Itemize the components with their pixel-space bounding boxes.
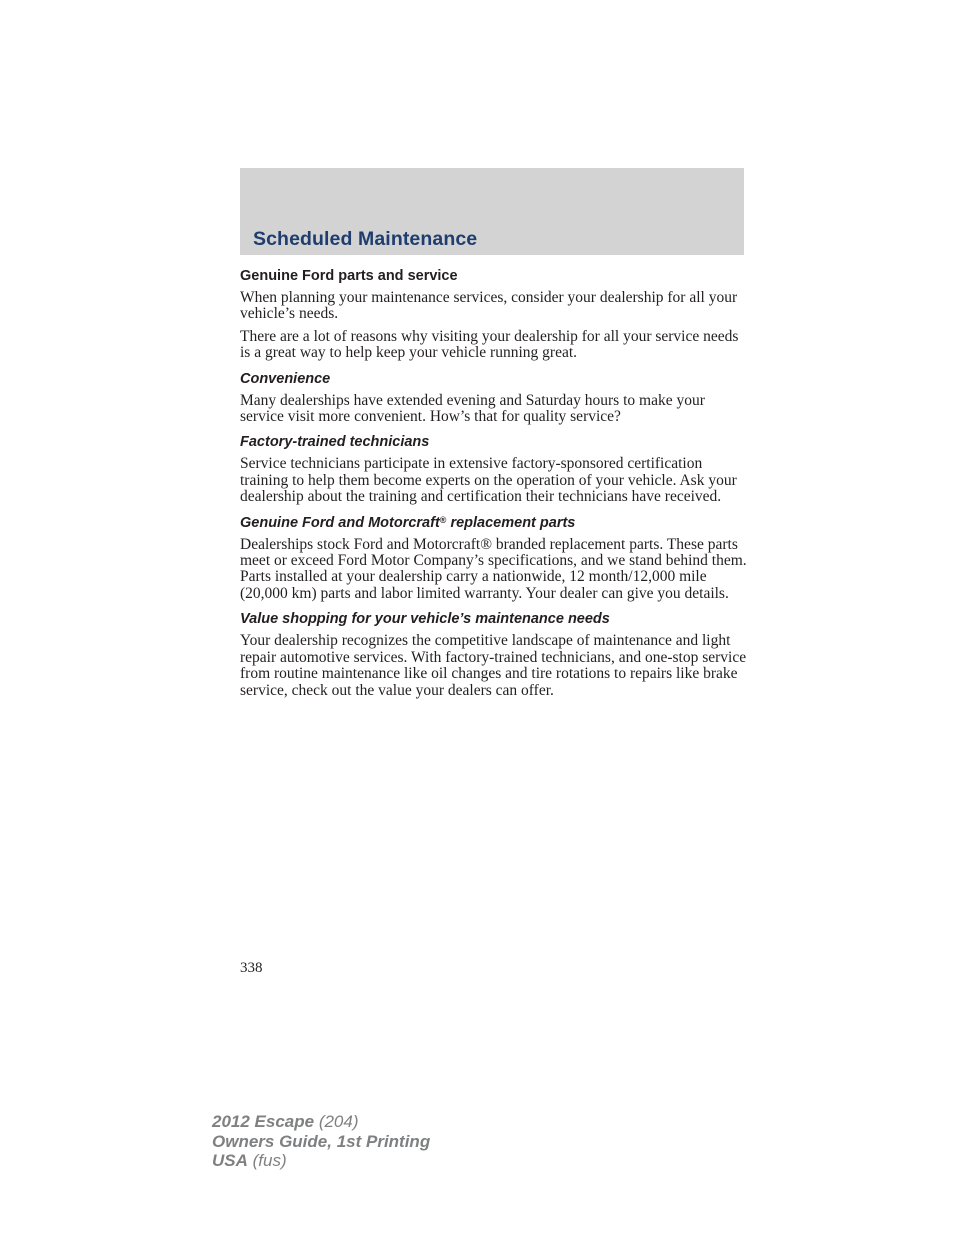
page-number: 338 [240,960,263,976]
footer-market: USA [212,1151,248,1170]
footer-line [212,1132,430,1152]
heading-part: Genuine Ford and Motorcraft [240,514,440,531]
footer-model: 2012 Escape [212,1112,315,1131]
heading-genuine-ford-parts: Genuine Ford parts and service [240,268,458,284]
paragraph: Dealerships stock Ford and Motorcraft® branded replacement parts. These parts meet or exceed Ford Motor Company’s specifications, and we stand behind them. Parts installed at your dealership carry a nationwide, 12 month/12,000 mile (20,000 km) parts and labor limited warranty. Your dealer can give you details. [240,535,747,602]
footer-guide-edition: Owners Guide, 1st Printing [212,1131,431,1151]
paragraph: There are a lot of reasons why visiting your dealership for all your service needs is a great way to help keep your vehicle running great. [240,327,739,362]
footer-market-code: (fus) [247,1151,287,1170]
heading-part: replacement parts [446,514,576,531]
heading-value-shopping: Value shopping for your vehicle’s maintenance needs [240,611,610,628]
paragraph: Service technicians participate in extensive factory-sponsored certification training to help them become experts on the operation of your vehicle. Ask your dealership about the training and certification their technicians have received. [240,455,737,506]
paragraph: When planning your maintenance services, consider your dealership for all your vehicle’s needs. [240,289,738,323]
registered-mark: ® [439,514,447,525]
heading-replacement-parts [240,515,748,531]
footer-model-code: (204) [314,1112,359,1131]
section-title: Scheduled Maintenance [253,228,478,250]
paragraph: Your dealership recognizes the competitive landscape of maintenance and light repair automotive services. With factory-trained technicians, and one-stop service from routine maintenance like oil changes and tire rotations to repairs like brake service, check out the value your dealers can offer. [240,632,747,699]
main-content [240,268,748,699]
paragraph: Many dealerships have extended evening and Saturday hours to make your service visit more convenient. How’s that for quality service? [240,391,705,426]
footer-line [212,1151,430,1171]
heading-factory-trained-technicians: Factory-trained technicians [240,434,430,451]
heading-convenience: Convenience [240,370,331,387]
footer-line [212,1112,430,1132]
section-header-band [240,168,744,255]
document-footer [212,1112,430,1171]
